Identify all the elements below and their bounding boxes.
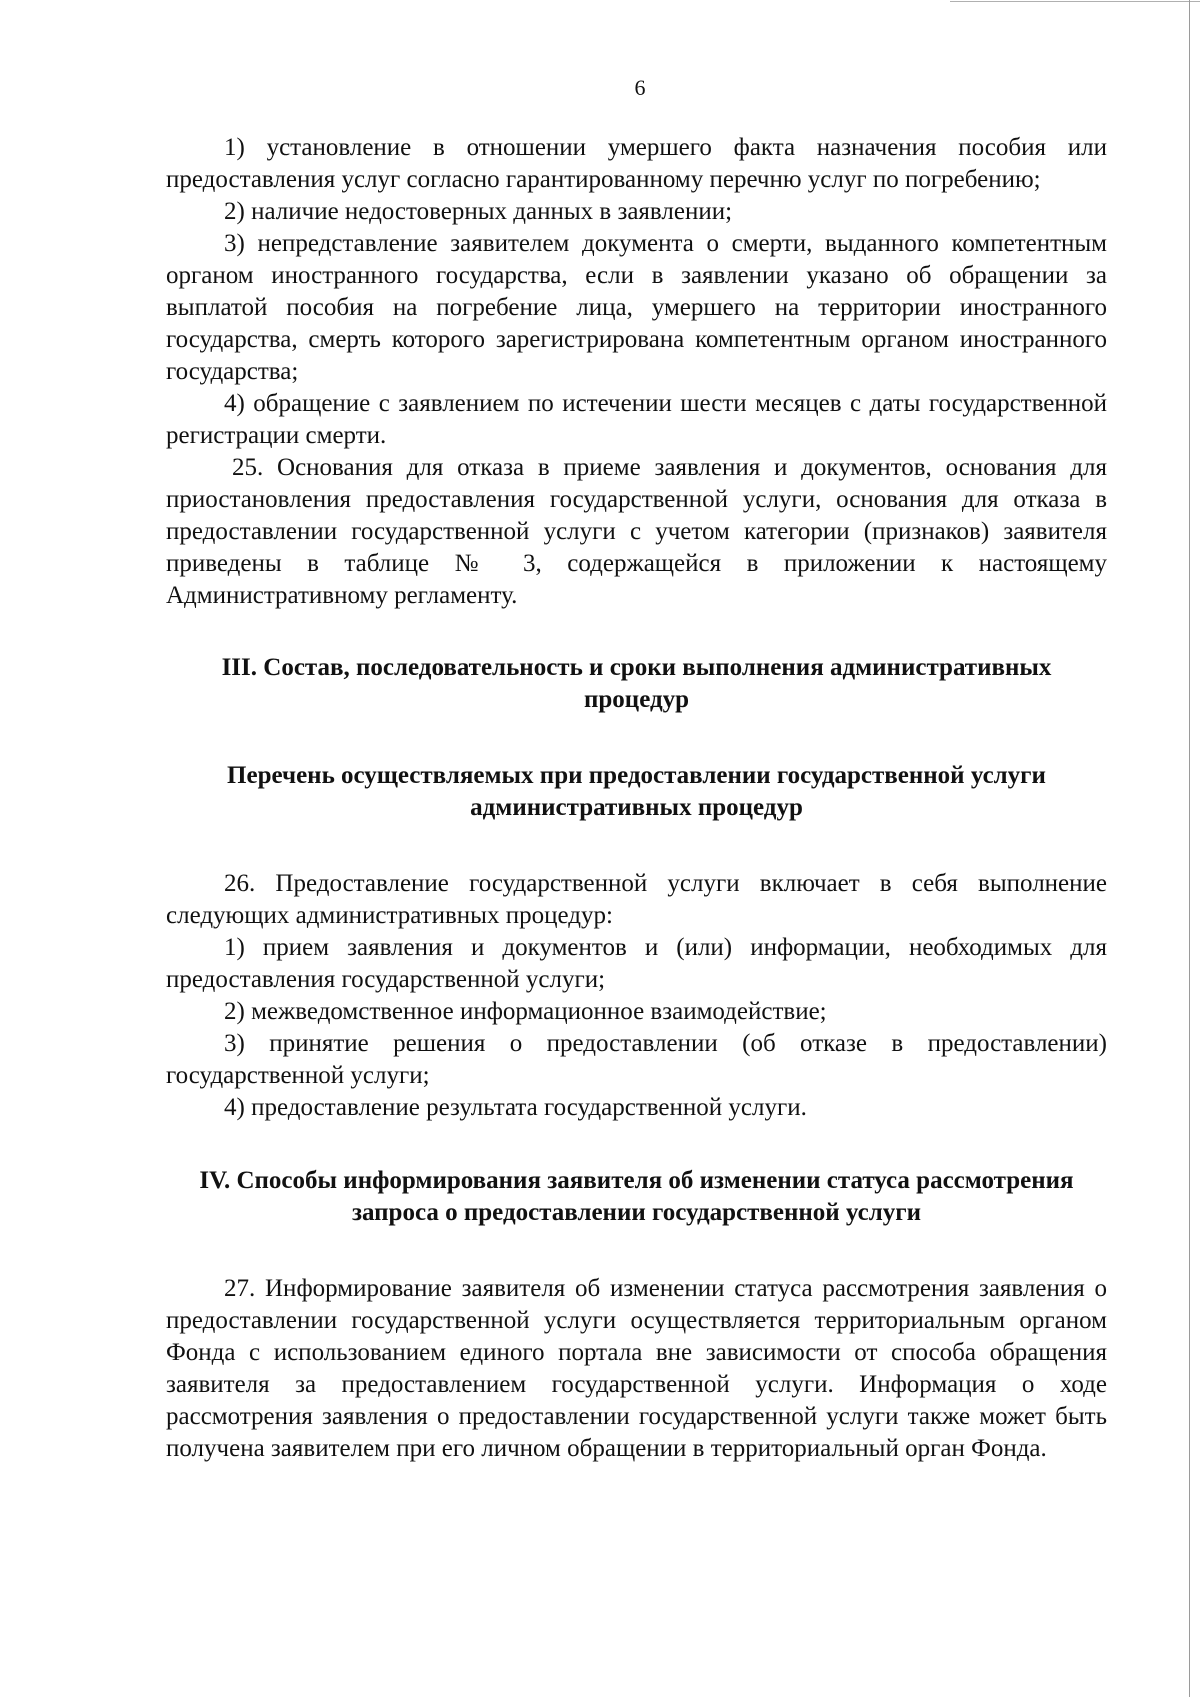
section-4-heading: IV. Способы информирования заявителя об изменении статуса рассмотрения запроса о предоставлении государственной услуги — [199, 1167, 1074, 1226]
scan-edge-top — [950, 1, 1200, 2]
paragraph-25: 25. Основания для отказа в приеме заявления и документов, основания для приостановления предоставления государственной услуги, основания для отказа в предоставлении государственной услуги с учетом категории (признаков) заявителя приведены в таблице № 3, содержащейся в приложении к настоящему Административному регламенту. — [166, 454, 1107, 609]
list-item: 1) прием заявления и документов и (или) информации, необходимых для предоставления государственной услуги; — [166, 934, 1107, 993]
list-item: 3) принятие решения о предоставлении (об отказе в предоставлении) государственной услуги; — [166, 1030, 1107, 1089]
paragraph-27: 27. Информирование заявителя об изменении статуса рассмотрения заявления о предоставлении государственной услуги осуществляется территориальным органом Фонда с использованием единого портала вне зависимости от способа обращения заявителя за предоставлением государственной услуги. Информация о ходе рассмотрения заявления о предоставлении государственной услуги также может быть получена заявителем при его личном обращении в территориальный орган Фонда. — [166, 1275, 1107, 1462]
list-item: 2) наличие недостоверных данных в заявлении; — [224, 198, 733, 225]
list-item: 2) межведомственное информационное взаимодействие; — [224, 998, 827, 1025]
scan-edge-right — [1189, 0, 1190, 1697]
list-item: 4) обращение с заявлением по истечении шести месяцев с даты государственной регистрации смерти. — [166, 390, 1107, 449]
paragraph-26: 26. Предоставление государственной услуги включает в себя выполнение следующих административных процедур: — [166, 870, 1107, 929]
document-body — [166, 132, 1107, 1465]
list-item: 4) предоставление результата государственной услуги. — [224, 1094, 807, 1121]
section-3-heading: III. Состав, последовательность и сроки выполнения административных процедур — [221, 654, 1052, 713]
page-number: 6 — [634, 75, 646, 100]
subsection-heading: Перечень осуществляемых при предоставлении государственной услуги административных процедур — [227, 762, 1046, 821]
list-item: 1) установление в отношении умершего факта назначения пособия или предоставления услуг согласно гарантированному перечню услуг по погребению; — [166, 134, 1107, 193]
list-item: 3) непредставление заявителем документа о смерти, выданного компетентным органом иностранного государства, если в заявлении указано об обращении за выплатой пособия на погребение лица, умершего на территории иностранного государства, смерть которого зарегистрирована компетентным органом иностранного государства; — [166, 230, 1107, 385]
